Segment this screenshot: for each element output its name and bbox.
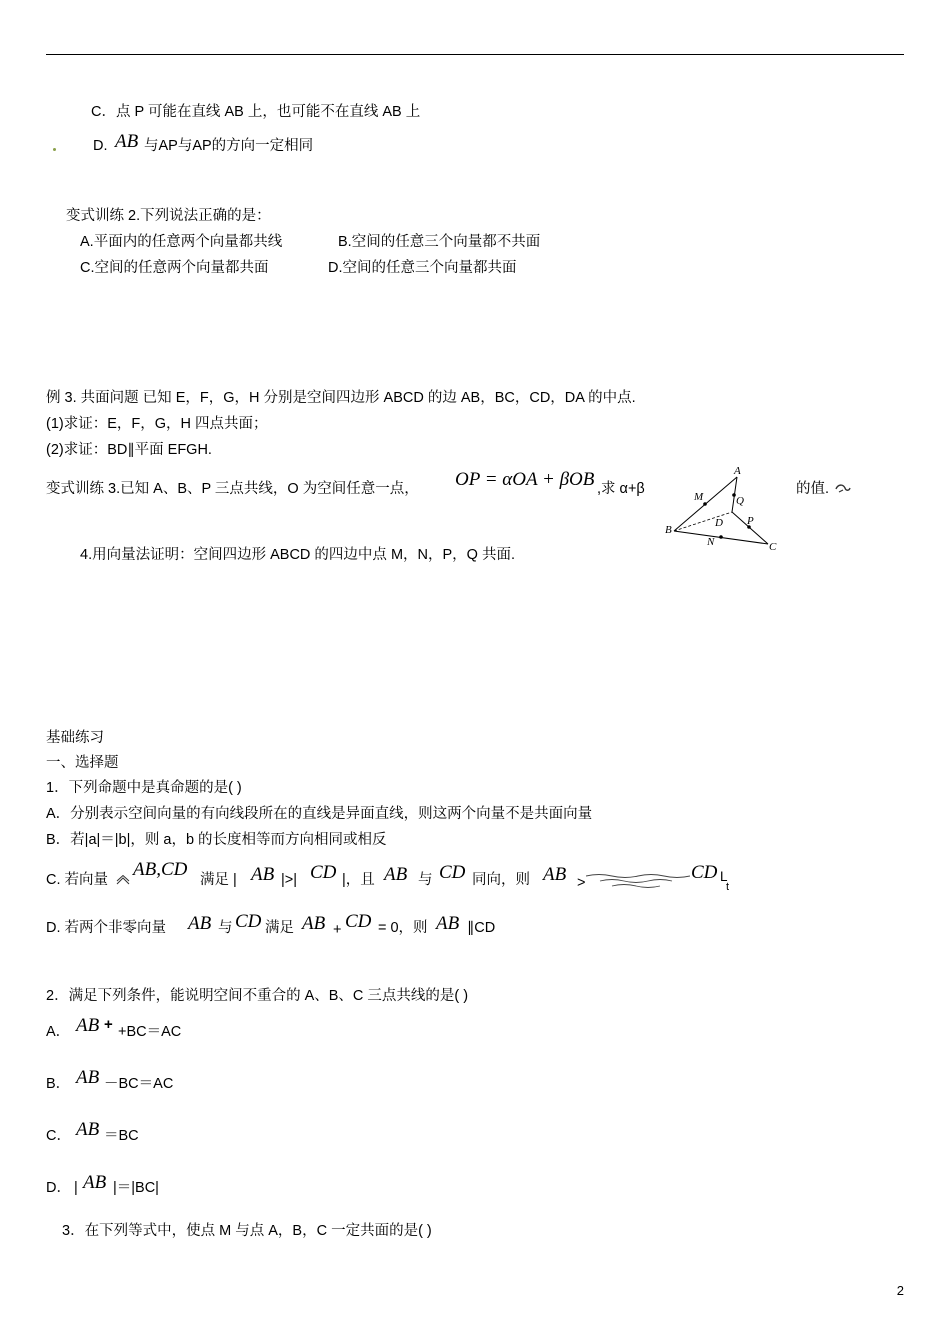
question-1-option-d-label: D. 若两个非零向量 xyxy=(46,920,167,936)
variant-3-end: 的值. xyxy=(796,481,830,497)
vector-ab: AB xyxy=(384,864,408,885)
variant-2-title: 变式训练 2.下列说法正确的是： xyxy=(66,208,271,224)
with-text: 与 xyxy=(418,872,433,888)
question-1-option-b: B．若|a|＝|b|，则 a，b 的长度相等而方向相同或相反 xyxy=(46,832,387,848)
variant-2-option-c: C.空间的任意两个向量都共面 xyxy=(80,260,269,276)
equals-zero-text: = 0，则 xyxy=(378,920,428,936)
vector-ab: AB xyxy=(436,913,460,934)
variant-2-option-a: A.平面内的任意两个向量都共线 xyxy=(80,234,283,250)
edge-bd xyxy=(674,512,732,531)
greater-sign: > xyxy=(577,875,586,891)
question-1-option-a: A．分别表示空间向量的有向线段所在的直线是异面直线，则这两个向量不是共面向量 xyxy=(46,806,593,822)
vector-ab: AB xyxy=(83,1172,107,1193)
question-2: 2．满足下列条件，能说明空间不重合的 A、B、C 三点共线的是( ) xyxy=(46,988,469,1004)
vector-ab: AB xyxy=(76,1015,100,1036)
vector-cd: CD xyxy=(310,862,337,883)
vector-cd: CD xyxy=(345,911,372,932)
label-a: A xyxy=(734,465,741,477)
mark-l: L xyxy=(720,869,728,884)
label-b: B xyxy=(665,524,672,536)
vector-cd: CD xyxy=(439,862,466,883)
satisfy-text: 满足 | xyxy=(200,872,237,888)
edit-mark-icon xyxy=(834,482,852,496)
question-2-option-c-text: ＝BC xyxy=(104,1128,139,1144)
vector-ab: AB xyxy=(188,913,212,934)
point-m xyxy=(703,502,707,506)
label-q: Q xyxy=(736,495,744,507)
question-3: 3．在下列等式中，使点 M 与点 A，B，C 一定共面的是( ) xyxy=(62,1223,432,1239)
caret-mark-icon xyxy=(116,875,130,885)
variant-3-ask: ,求 α+β xyxy=(597,481,645,497)
variant-2-option-d: D.空间的任意三个向量都共面 xyxy=(328,260,517,276)
option-d-prev-text: 与AP与AP的方向一定相同 xyxy=(144,138,314,154)
variant-3-formula: OP = αOA + βOB xyxy=(455,469,595,490)
question-2-option-b-label: B． xyxy=(46,1076,71,1092)
bullet-mark xyxy=(53,148,56,151)
option-d-prev-label: D. xyxy=(93,138,108,154)
variant-2-option-b: B.空间的任意三个向量都不共面 xyxy=(338,234,541,250)
vector-ab-cd: AB,CD xyxy=(133,859,188,880)
label-p: P xyxy=(747,515,754,527)
question-2-option-c-label: C． xyxy=(46,1128,71,1144)
basic-heading: 基础练习 xyxy=(46,730,104,746)
section-title: 一、选择题 xyxy=(46,755,119,771)
question-2-option-a-label: A． xyxy=(46,1024,71,1040)
page-number: 2 xyxy=(896,1283,904,1298)
point-n xyxy=(719,535,723,539)
question-1-option-c-label: C. 若向量 xyxy=(46,872,109,888)
vector-cd: CD xyxy=(691,862,718,883)
with-text: 与 xyxy=(218,920,233,936)
header-rule xyxy=(46,54,904,55)
vector-ab: AB xyxy=(115,131,139,152)
direction-text: 同向，则 xyxy=(472,872,530,888)
quadrilateral-figure xyxy=(660,462,785,557)
label-c: C xyxy=(769,541,777,553)
mark-t: t xyxy=(726,881,730,893)
variant-4-text: 4.用向量法证明：空间四边形 ABCD 的四边中点 M，N，P，Q 共面. xyxy=(80,547,516,563)
vector-ab: AB xyxy=(302,913,326,934)
vector-cd: CD xyxy=(235,911,262,932)
example-3-statement: 例 3. 共面问题 已知 E，F，G，H 分别是空间四边形 ABCD 的边 AB，BC，CD，DA 的中点. xyxy=(46,390,636,406)
parallel-text: ∥CD xyxy=(467,920,496,936)
vector-ab: AB xyxy=(76,1119,100,1140)
example-3-part-1: (1)求证：E，F，G，H 四点共面； xyxy=(46,416,268,432)
example-3-part-2: (2)求证：BD∥平面 EFGH. xyxy=(46,442,212,458)
question-2-option-b-text: －BC＝AC xyxy=(104,1076,174,1092)
label-d: D xyxy=(715,517,723,529)
question-2-option-d-label: D． xyxy=(46,1180,71,1196)
plus-sign: + xyxy=(333,922,342,938)
and-text: |，且 xyxy=(342,872,375,888)
plus-sign: + xyxy=(104,1016,113,1033)
label-m: M xyxy=(694,491,704,503)
abs-bar: | xyxy=(74,1180,78,1196)
squiggle-mark-icon xyxy=(586,870,690,890)
variant-3-text: 变式训练 3.已知 A、B、P 三点共线，O 为空间任意一点， xyxy=(46,481,419,497)
satisfy-text: 满足 xyxy=(265,920,294,936)
question-2-option-d-text: |＝|BC| xyxy=(113,1180,159,1196)
option-c-prev: C．点 P 可能在直线 AB 上，也可能不在直线 AB 上 xyxy=(91,104,421,120)
greater-text: |>| xyxy=(281,872,298,888)
question-1: 1．下列命题中是真命题的是( ) xyxy=(46,780,242,796)
question-2-option-a-text: +BC＝AC xyxy=(118,1024,182,1040)
label-n: N xyxy=(707,536,715,548)
vector-ab: AB xyxy=(76,1067,100,1088)
vector-ab: AB xyxy=(543,864,567,885)
vector-ab: AB xyxy=(251,864,275,885)
